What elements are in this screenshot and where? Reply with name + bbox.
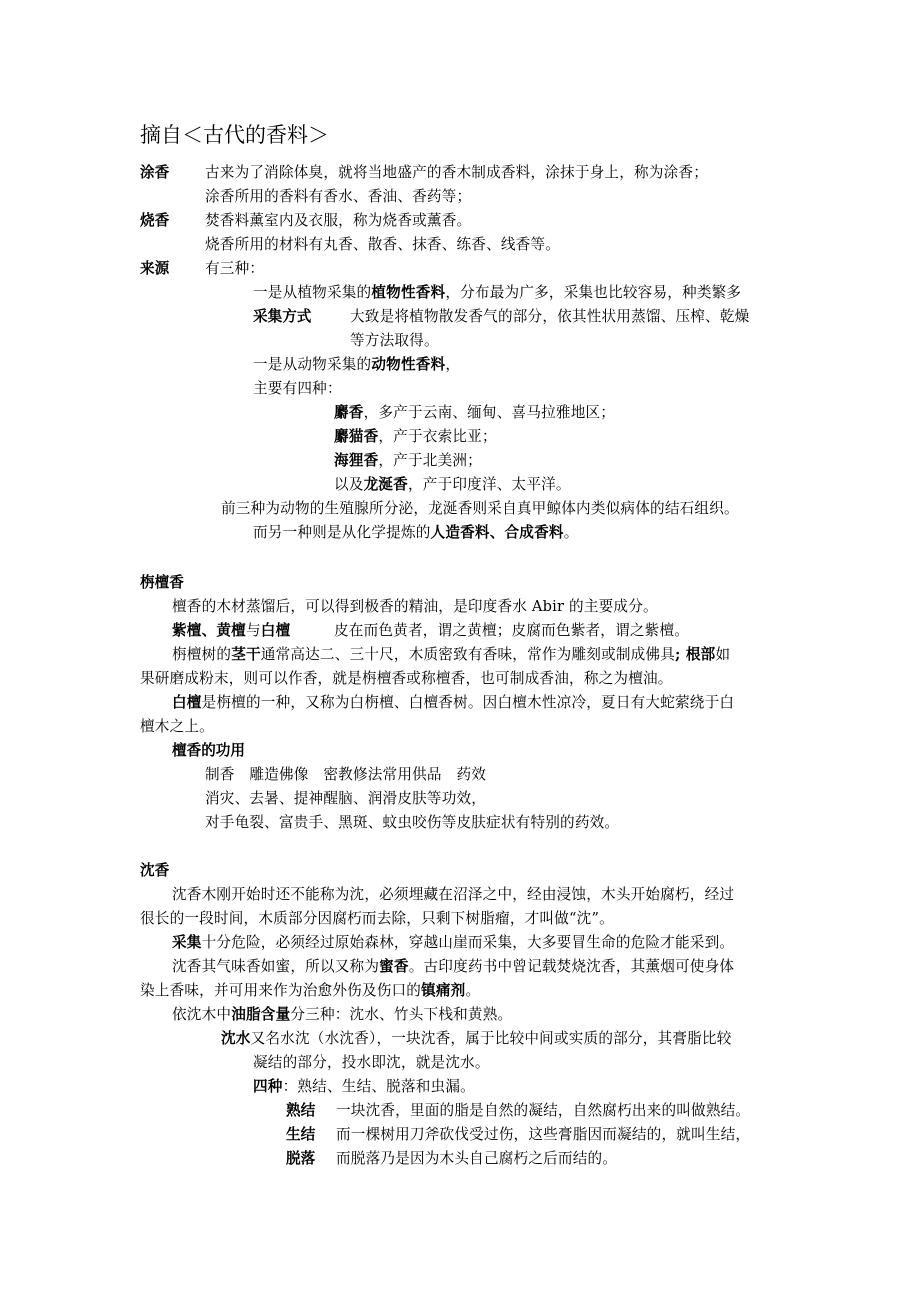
agar-sheng-term: 生结	[286, 1126, 316, 1143]
agar-p2-t: 十分危险，必须经过原始森林，穿越山崖而采集，大多要冒生命的危险才能采到。	[201, 934, 735, 951]
agar-p3-line2	[140, 981, 480, 1001]
agar-p3-l2-b: 镇痛剂	[421, 982, 466, 999]
agar-p3-a: 沈香其气味香如蜜，所以又称为	[172, 958, 380, 975]
source-synthetic-line	[253, 523, 578, 543]
method-line-1: 大致是将植物散发香气的部分，依其性状用蒸馏、压榨、乾燥	[350, 308, 750, 325]
agar-four-b: 四种	[253, 1078, 283, 1095]
ambergris-a: 以及	[334, 476, 364, 493]
section-heading-agarwood: 沈香	[140, 862, 170, 879]
method-term: 采集方式	[253, 308, 312, 325]
agar-water	[221, 1029, 732, 1049]
agar-water-t: 又名水沈（水沈香），一块沈香，属于比较中间或实质的部分，其膏脂比较	[250, 1030, 732, 1047]
source-animal-a: 一是从动物采集的	[253, 356, 372, 373]
sandal-p3-e: 如	[715, 646, 731, 663]
agar-p4-c: 分三种：沈水、竹头下栈和黄熟。	[290, 1006, 513, 1023]
term-shaoxiang: 烧香	[140, 212, 170, 229]
agar-water-b: 沈水	[221, 1030, 251, 1047]
source-plant-line	[253, 283, 741, 303]
musk-line	[334, 403, 615, 423]
sandal-p4-b: 白檀	[172, 694, 202, 711]
sandal-p2	[172, 621, 290, 641]
agar-p4	[172, 1005, 512, 1025]
sandal-p2-desc: 皮在而色黄者，谓之黄檀；皮腐而色紫者，谓之紫檀。	[334, 622, 690, 639]
agar-p1-line2: 很长的一段时间，木质部分因腐朽而去除，只剩下树脂瘤，才叫做“沈”。	[140, 910, 614, 927]
source-four: 主要有四种：	[253, 380, 342, 397]
castor-line	[334, 451, 482, 471]
tuxiang-line-1: 古来为了消除体臭，就将当地盛产的香木制成香料，涂抹于身上，称为涂香；	[205, 164, 708, 181]
source-plant-a: 一是从植物采集的	[253, 284, 372, 301]
agar-shu-text: 一块沈香，里面的脂是自然的凝结，自然腐朽出来的叫做熟结。	[336, 1102, 751, 1119]
ambergris-term: 龙涎香	[363, 476, 408, 493]
civet-text: ，产于衣索比亚；	[378, 428, 497, 445]
sandal-p2-b1: 紫檀、黄檀	[172, 622, 246, 639]
source-animal-line	[253, 355, 460, 375]
agar-p3-c: 。古印度药书中曾记载焚烧沈香，其薰烟可使身体	[408, 958, 735, 975]
castor-text: ，产于北美洲；	[378, 452, 482, 469]
sandal-use-heading: 檀香的功用	[172, 742, 245, 759]
musk-term: 麝香	[334, 404, 364, 421]
synthetic-a: 而另一种则是从化学提炼的	[253, 524, 431, 541]
page-title: 摘自＜古代的香料＞	[140, 123, 329, 147]
civet-line	[334, 427, 497, 447]
agar-p3-l2-c: 。	[465, 982, 481, 999]
sandal-p4	[172, 693, 734, 713]
source-animal-b: 动物性香料	[371, 356, 446, 373]
agar-p3	[172, 957, 734, 977]
agar-p1: 沈香木刚开始时还不能称为沈，必须埋藏在沼泽之中，经由浸蚀，木头开始腐朽，经过	[172, 886, 735, 903]
castor-term: 海狸香	[334, 452, 379, 469]
agar-p2	[172, 933, 734, 953]
agar-shu-term: 熟结	[286, 1102, 316, 1119]
agar-tuo-term: 脱落	[286, 1150, 316, 1167]
civet-term: 麝猫香	[334, 428, 379, 445]
sandal-p4-line2: 檀木之上。	[140, 718, 214, 735]
source-plant-c: ，分布最为广多，采集也比较容易，种类繁多	[445, 284, 742, 301]
term-source: 来源	[140, 260, 170, 277]
sandal-p4-t: 是栴檀的一种，又称为白栴檀、白檀香树。因白檀木性凉冷，夏日有大蛇萦绕于白	[201, 694, 735, 711]
source-animal-c: ，	[445, 356, 461, 373]
agar-p4-a: 依沈木中	[172, 1006, 232, 1023]
section-heading-sandalwood: 栴檀香	[140, 574, 184, 591]
tuxiang-line-2: 涂香所用的香料有香水、香油、香药等；	[205, 188, 472, 205]
sandal-p2-b2: 白檀	[260, 622, 291, 639]
sandal-p3-line2: 果研磨成粉末，则可以作香，就是栴檀香或称檀香，也可制成香油，称之为檀油。	[140, 670, 673, 687]
shaoxiang-line-1: 焚香料薰室内及衣服，称为烧香或薰香。	[205, 212, 472, 229]
synthetic-b: 人造香料、合成香料	[430, 524, 564, 541]
agar-water-line2: 凝结的部分，投水即沈，就是沈水。	[253, 1054, 490, 1071]
sandal-p3-d: ; 根部	[675, 646, 716, 663]
agar-p2-b: 采集	[172, 934, 202, 951]
agar-four-t: ：熟结、生结、脱落和虫漏。	[282, 1078, 475, 1095]
agar-p4-b: 油脂含量	[231, 1006, 291, 1023]
sandal-p3-c: 通常高达二、三十尺，木质密致有香味，常作为雕刻或制成佛具	[260, 646, 676, 663]
sandal-p3-a: 栴檀树的	[172, 646, 232, 663]
shaoxiang-line-2: 烧香所用的材料有丸香、散香、抹香、练香、线香等。	[205, 236, 561, 253]
source-note: 前三种为动物的生殖腺所分泌，龙涎香则采自真甲鲸体内类似病体的结石组织。	[221, 500, 739, 517]
sandal-p3	[172, 645, 730, 665]
agar-sheng-text: 而一棵树用刀斧砍伐受过伤，这些膏脂因而凝结的，就叫生结，	[336, 1126, 751, 1143]
sandal-use-3: 对手龟裂、富贵手、黑斑、蚊虫咬伤等皮肤症状有特别的药效。	[205, 814, 620, 831]
ambergris-text: ，产于印度洋、太平洋。	[407, 476, 571, 493]
sandal-p3-b: 茎干	[231, 646, 261, 663]
agar-p3-b: 蜜香	[379, 958, 409, 975]
sandal-use-2: 消灾、去暑、提神醒脑、润滑皮肤等功效，	[205, 790, 487, 807]
musk-text: ，多产于云南、缅甸、喜马拉雅地区；	[363, 404, 616, 421]
agar-tuo-text: 而脱落乃是因为木头自己腐朽之后而结的。	[336, 1150, 618, 1167]
synthetic-c: 。	[563, 524, 579, 541]
sandal-use-1: 制香 雕造佛像 密教修法常用供品 药效	[205, 766, 487, 783]
term-tuxiang: 涂香	[140, 164, 170, 181]
agar-four	[253, 1077, 475, 1097]
method-line-2: 等方法取得。	[350, 332, 439, 349]
agar-p3-l2-a: 染上香味，并可用来作为治愈外伤及伤口的	[140, 982, 422, 999]
sandal-p1: 檀香的木材蒸馏后，可以得到极香的精油，是印度香水 Abir 的主要成分。	[172, 598, 658, 615]
ambergris-line	[334, 475, 571, 495]
source-intro: 有三种：	[205, 260, 265, 277]
source-plant-b: 植物性香料	[371, 284, 446, 301]
sandal-p2-t1: 与	[245, 622, 261, 639]
